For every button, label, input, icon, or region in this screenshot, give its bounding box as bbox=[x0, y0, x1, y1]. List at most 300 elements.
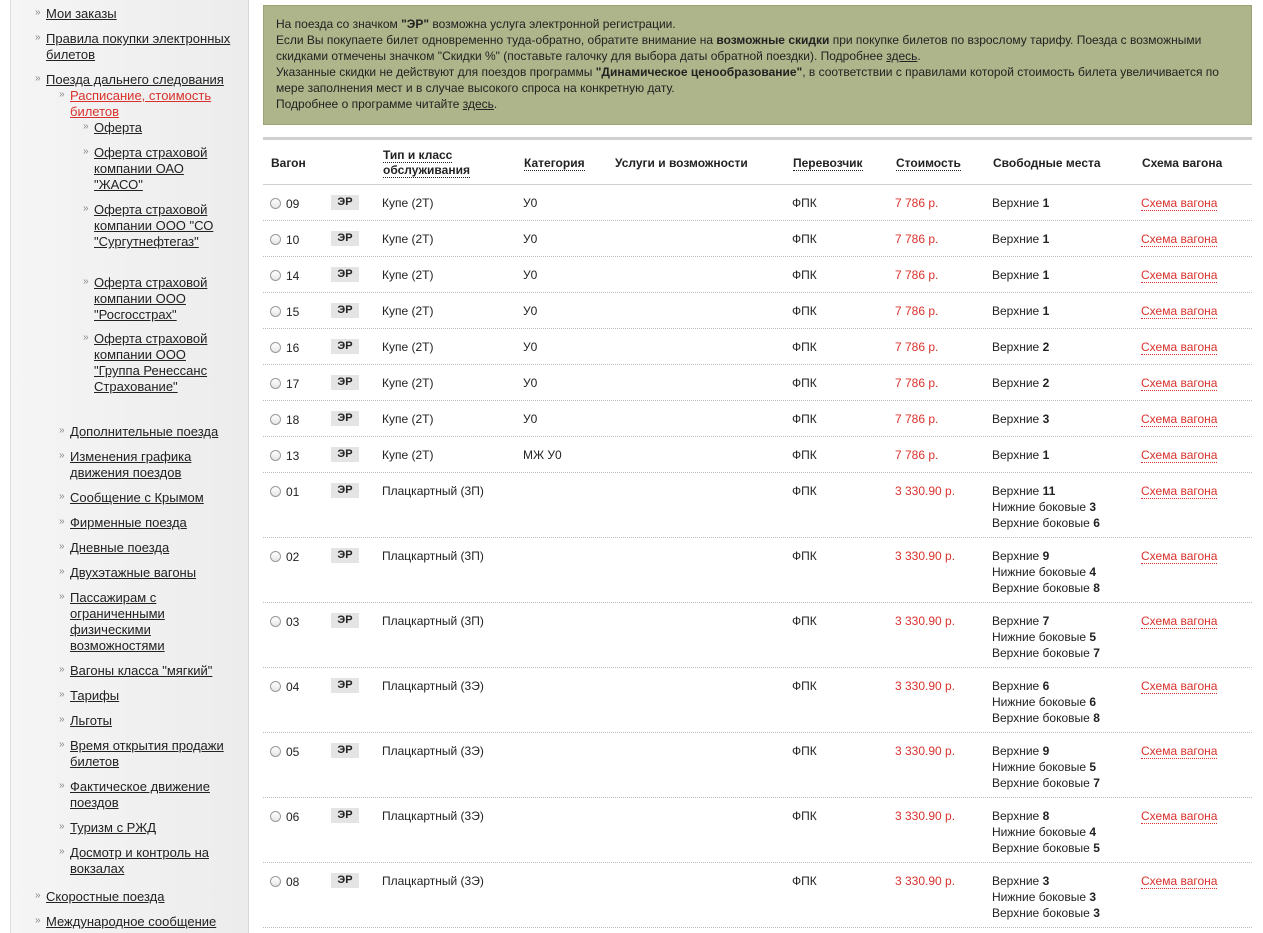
info-line-1 bbox=[276, 16, 1239, 32]
sidebar-item-link[interactable]: Дополнительные поезда bbox=[70, 424, 219, 439]
info-text: Подробнее о программе читайте bbox=[276, 97, 463, 111]
seat-type: Верхние bbox=[992, 268, 1040, 282]
sidebar-item-link[interactable]: Расписание, стоимость билетов bbox=[70, 88, 212, 119]
car-select-radio[interactable] bbox=[270, 746, 281, 757]
sidebar-item-link[interactable]: Тарифы bbox=[70, 688, 120, 703]
price: 7 786 р. bbox=[895, 268, 939, 282]
scheme-cell bbox=[1141, 678, 1217, 694]
seat-line bbox=[992, 580, 1100, 596]
seat-type: Верхние bbox=[992, 340, 1040, 354]
col-header-carrier[interactable] bbox=[793, 156, 863, 171]
seat-type: Верхние боковые bbox=[992, 906, 1090, 920]
sidebar-item-link[interactable]: Сообщение с Крымом bbox=[70, 490, 204, 505]
seat-count: 3 bbox=[1089, 500, 1097, 514]
er-badge: ЭР bbox=[331, 267, 359, 282]
car-scheme-link[interactable]: Схема вагона bbox=[1141, 412, 1218, 426]
table-row[interactable] bbox=[263, 401, 1252, 437]
scheme-cell bbox=[1141, 339, 1217, 355]
sidebar-item-link[interactable]: Оферта страховой компании ОАО "ЖАСО" bbox=[94, 145, 208, 192]
info-text-bold: "ЭР" bbox=[401, 17, 430, 31]
car-category: У0 bbox=[523, 412, 538, 426]
car-category: У0 bbox=[523, 304, 538, 318]
free-seats bbox=[992, 375, 1049, 391]
seat-type: Верхние боковые bbox=[992, 516, 1090, 530]
bullet-icon: » bbox=[59, 566, 65, 577]
sidebar-item-link[interactable]: Двухэтажные вагоны bbox=[70, 565, 197, 580]
bullet-icon: » bbox=[59, 425, 65, 436]
carrier: ФПК bbox=[792, 744, 817, 758]
col-header-scheme: Схема вагона bbox=[1142, 156, 1223, 170]
seat-line bbox=[992, 375, 1049, 391]
free-seats bbox=[992, 548, 1100, 596]
info-text: при покупке билетов по взрослому тарифу. Поезда с возможными скидками отмечены значком "Скидки %" (поставьте галочку для выбора даты обратной поездки). Подробнее bbox=[276, 33, 1202, 63]
seat-line bbox=[992, 564, 1100, 580]
car-type: Плацкартный (3П) bbox=[382, 484, 484, 498]
carrier: ФПК bbox=[792, 484, 817, 498]
seat-type: Верхние bbox=[992, 874, 1040, 888]
bullet-icon: » bbox=[35, 73, 41, 84]
sidebar-item-link[interactable]: Оферта страховой компании ООО "Росгосстрах" bbox=[94, 275, 208, 322]
seat-line bbox=[992, 694, 1100, 710]
er-badge: ЭР bbox=[331, 873, 359, 888]
sidebar-item[interactable] bbox=[59, 424, 240, 440]
sidebar-item-link[interactable]: Фирменные поезда bbox=[70, 515, 187, 530]
sidebar-item[interactable] bbox=[83, 145, 234, 193]
car-select-radio[interactable] bbox=[270, 198, 281, 209]
er-badge: ЭР bbox=[331, 808, 359, 823]
seat-count: 7 bbox=[1093, 646, 1100, 660]
er-badge: ЭР bbox=[331, 195, 359, 210]
carrier: ФПК bbox=[792, 874, 817, 888]
info-text: . bbox=[493, 97, 498, 111]
free-seats bbox=[992, 743, 1100, 791]
sidebar-nav bbox=[10, 0, 249, 933]
info-text-bold: возможные скидки bbox=[716, 33, 830, 47]
bullet-icon: » bbox=[35, 32, 41, 43]
col-header-services: Услуги и возможности bbox=[615, 156, 748, 170]
seat-type: Верхние bbox=[992, 679, 1040, 693]
bullet-icon: » bbox=[59, 846, 65, 857]
sidebar-item-link[interactable]: Оферта страховой компании ООО "Группа Ренессанс Страхование" bbox=[94, 331, 208, 394]
col-header-category[interactable] bbox=[524, 156, 585, 171]
er-badge: ЭР bbox=[331, 411, 359, 426]
sidebar-item[interactable] bbox=[83, 331, 234, 395]
seat-line bbox=[992, 645, 1100, 661]
bullet-icon: » bbox=[59, 591, 65, 602]
car-number: 14 bbox=[286, 269, 300, 283]
program-more-link[interactable]: здесь bbox=[462, 97, 494, 111]
car-category: У0 bbox=[523, 268, 538, 282]
free-seats bbox=[992, 613, 1100, 661]
seat-type: Верхние bbox=[992, 376, 1040, 390]
car-select-radio[interactable] bbox=[270, 306, 281, 317]
seat-line bbox=[992, 499, 1100, 515]
sidebar-item[interactable] bbox=[83, 202, 234, 250]
sidebar-item[interactable] bbox=[35, 31, 236, 63]
seat-line bbox=[992, 710, 1100, 726]
price: 7 786 р. bbox=[895, 340, 939, 354]
seat-line bbox=[992, 447, 1049, 463]
carrier: ФПК bbox=[792, 232, 817, 246]
bullet-icon: » bbox=[59, 664, 65, 675]
sidebar-item-link[interactable]: Изменения графика движения поездов bbox=[70, 449, 192, 480]
car-scheme-link[interactable]: Схема вагона bbox=[1141, 874, 1218, 888]
discounts-more-link[interactable]: здесь bbox=[886, 49, 918, 63]
seat-line bbox=[992, 267, 1049, 283]
car-number: 05 bbox=[286, 745, 300, 759]
seat-type: Верхние боковые bbox=[992, 841, 1090, 855]
sidebar-item[interactable] bbox=[59, 449, 240, 481]
seat-line bbox=[992, 824, 1100, 840]
price: 3 330.90 р. bbox=[895, 744, 956, 758]
seat-count: 1 bbox=[1042, 268, 1050, 282]
car-type: Купе (2Т) bbox=[382, 448, 434, 462]
seat-line bbox=[992, 759, 1100, 775]
seat-count: 3 bbox=[1042, 874, 1050, 888]
seat-line bbox=[992, 231, 1049, 247]
price: 7 786 р. bbox=[895, 376, 939, 390]
sidebar-item[interactable] bbox=[59, 663, 240, 679]
table-row[interactable] bbox=[263, 733, 1252, 798]
er-badge: ЭР bbox=[331, 231, 359, 246]
info-text: . bbox=[917, 49, 921, 63]
sidebar-item-link[interactable]: Скоростные поезда bbox=[46, 889, 165, 904]
seat-type: Верхние bbox=[992, 614, 1040, 628]
bullet-icon: » bbox=[59, 714, 65, 725]
sidebar-item[interactable] bbox=[59, 688, 240, 704]
bullet-icon: » bbox=[83, 146, 89, 157]
carrier: ФПК bbox=[792, 340, 817, 354]
car-select-radio[interactable] bbox=[270, 811, 281, 822]
car-select-radio[interactable] bbox=[270, 270, 281, 281]
er-badge: ЭР bbox=[331, 613, 359, 628]
sidebar-item-link[interactable]: Оферта bbox=[94, 120, 143, 135]
car-number: 09 bbox=[286, 197, 300, 211]
scheme-cell bbox=[1141, 195, 1217, 211]
car-select-radio[interactable] bbox=[270, 486, 281, 497]
table-row[interactable] bbox=[263, 365, 1252, 401]
carrier: ФПК bbox=[792, 304, 817, 318]
seat-line bbox=[992, 548, 1100, 564]
free-seats bbox=[992, 483, 1100, 531]
sidebar-item-link[interactable]: Мои заказы bbox=[46, 6, 117, 21]
er-badge: ЭР bbox=[331, 678, 359, 693]
seat-line bbox=[992, 613, 1100, 629]
sidebar-item[interactable] bbox=[59, 779, 240, 811]
table-row[interactable] bbox=[263, 603, 1252, 668]
bullet-icon: » bbox=[83, 276, 89, 287]
car-select-radio[interactable] bbox=[270, 551, 281, 562]
car-scheme-link[interactable]: Схема вагона bbox=[1141, 549, 1218, 563]
scheme-cell bbox=[1141, 808, 1217, 824]
seat-count: 5 bbox=[1093, 841, 1100, 855]
er-badge: ЭР bbox=[331, 375, 359, 390]
sidebar-item[interactable] bbox=[59, 590, 200, 654]
sidebar-item[interactable] bbox=[83, 275, 234, 323]
car-select-radio[interactable] bbox=[270, 414, 281, 425]
free-seats bbox=[992, 678, 1100, 726]
car-select-radio[interactable] bbox=[270, 876, 281, 887]
table-row[interactable] bbox=[263, 329, 1252, 365]
car-type: Плацкартный (3П) bbox=[382, 614, 484, 628]
price: 7 786 р. bbox=[895, 232, 939, 246]
seat-count: 6 bbox=[1093, 516, 1100, 530]
seat-type: Верхние bbox=[992, 744, 1040, 758]
sidebar-item-link[interactable]: Фактическое движение поездов bbox=[70, 779, 210, 810]
seat-type: Верхние боковые bbox=[992, 711, 1090, 725]
bullet-icon: » bbox=[59, 780, 65, 791]
price: 3 330.90 р. bbox=[895, 484, 956, 498]
car-scheme-link[interactable]: Схема вагона bbox=[1141, 376, 1218, 390]
bullet-icon: » bbox=[83, 332, 89, 343]
table-row[interactable] bbox=[263, 538, 1252, 603]
free-seats bbox=[992, 873, 1100, 921]
seat-count: 8 bbox=[1093, 581, 1100, 595]
sidebar-item[interactable] bbox=[35, 6, 236, 22]
seat-type: Верхние bbox=[992, 448, 1040, 462]
sidebar-item[interactable] bbox=[59, 845, 240, 877]
free-seats bbox=[992, 267, 1049, 283]
scheme-cell bbox=[1141, 411, 1217, 427]
car-scheme-link[interactable]: Схема вагона bbox=[1141, 304, 1218, 318]
table-row[interactable] bbox=[263, 293, 1252, 329]
carrier: ФПК bbox=[792, 376, 817, 390]
seat-count: 1 bbox=[1042, 196, 1050, 210]
bullet-icon: » bbox=[59, 516, 65, 527]
scheme-cell bbox=[1141, 231, 1217, 247]
car-number: 10 bbox=[286, 233, 300, 247]
car-select-radio[interactable] bbox=[270, 616, 281, 627]
car-type: Купе (2Т) bbox=[382, 232, 434, 246]
price: 3 330.90 р. bbox=[895, 679, 956, 693]
seat-type: Нижние боковые bbox=[992, 695, 1087, 709]
car-category: У0 bbox=[523, 232, 538, 246]
carrier: ФПК bbox=[792, 268, 817, 282]
table-row[interactable] bbox=[263, 437, 1252, 473]
seat-count: 1 bbox=[1042, 448, 1050, 462]
scheme-cell bbox=[1141, 267, 1217, 283]
bullet-icon: » bbox=[59, 541, 65, 552]
seat-type: Верхние боковые bbox=[992, 646, 1090, 660]
car-scheme-link[interactable]: Схема вагона bbox=[1141, 340, 1218, 354]
seat-count: 5 bbox=[1089, 760, 1097, 774]
seat-type: Нижние боковые bbox=[992, 630, 1087, 644]
scheme-cell bbox=[1141, 743, 1217, 759]
col-header-seats: Свободные места bbox=[993, 156, 1101, 170]
car-select-radio[interactable] bbox=[270, 234, 281, 245]
sidebar-item-link[interactable]: Вагоны класса "мягкий" bbox=[70, 663, 213, 678]
carrier: ФПК bbox=[792, 196, 817, 210]
col-header-type[interactable] bbox=[383, 148, 493, 178]
info-notice bbox=[263, 5, 1252, 125]
seat-type: Верхние bbox=[992, 484, 1040, 498]
car-scheme-link[interactable]: Схема вагона bbox=[1141, 614, 1218, 628]
car-type: Купе (2Т) bbox=[382, 304, 434, 318]
table-header bbox=[263, 140, 1252, 185]
table-row[interactable] bbox=[263, 221, 1252, 257]
sidebar-item-link[interactable]: Льготы bbox=[70, 713, 113, 728]
er-badge: ЭР bbox=[331, 548, 359, 563]
seat-line bbox=[992, 808, 1100, 824]
seat-count: 9 bbox=[1042, 549, 1050, 563]
col-header-price-label: Стоимость bbox=[896, 156, 961, 170]
seat-line bbox=[992, 873, 1100, 889]
car-type: Плацкартный (3Э) bbox=[382, 874, 484, 888]
price: 3 330.90 р. bbox=[895, 549, 956, 563]
car-number: 04 bbox=[286, 680, 300, 694]
car-scheme-link[interactable]: Схема вагона bbox=[1141, 809, 1218, 823]
bullet-icon: » bbox=[35, 890, 41, 901]
car-number: 13 bbox=[286, 449, 300, 463]
sidebar-item[interactable] bbox=[59, 515, 240, 531]
seat-type: Верхние bbox=[992, 809, 1040, 823]
bullet-icon: » bbox=[59, 89, 65, 100]
car-scheme-link[interactable]: Схема вагона bbox=[1141, 679, 1218, 693]
seat-count: 7 bbox=[1093, 776, 1100, 790]
car-category: У0 bbox=[523, 340, 538, 354]
carrier: ФПК bbox=[792, 549, 817, 563]
car-scheme-link[interactable]: Схема вагона bbox=[1141, 268, 1218, 282]
sidebar-item-link[interactable]: Досмотр и контроль на вокзалах bbox=[70, 845, 209, 876]
car-scheme-link[interactable]: Схема вагона bbox=[1141, 232, 1218, 246]
seat-count: 9 bbox=[1042, 744, 1050, 758]
bullet-icon: » bbox=[83, 121, 89, 132]
scheme-cell bbox=[1141, 613, 1217, 629]
er-badge: ЭР bbox=[331, 303, 359, 318]
sidebar-item-link[interactable]: Поезда дальнего следования bbox=[46, 72, 224, 87]
sidebar-item-link[interactable]: Правила покупки электронных билетов bbox=[46, 31, 231, 62]
car-type: Купе (2Т) bbox=[382, 196, 434, 210]
sidebar-item-link[interactable]: Туризм с РЖД bbox=[70, 820, 157, 835]
car-type: Плацкартный (3Э) bbox=[382, 679, 484, 693]
info-text: , в соответствии с правилами которой стоимость билета увеличивается по мере заполнения мест и в случае высокого спроса на конкретную дату. bbox=[276, 65, 1219, 95]
free-seats bbox=[992, 447, 1049, 463]
seat-type: Верхние bbox=[992, 232, 1040, 246]
sidebar-item[interactable] bbox=[59, 88, 230, 120]
er-badge: ЭР bbox=[331, 743, 359, 758]
seat-count: 2 bbox=[1042, 340, 1050, 354]
seat-type: Верхние боковые bbox=[992, 581, 1090, 595]
free-seats bbox=[992, 195, 1049, 211]
seat-type: Верхние bbox=[992, 549, 1040, 563]
car-category: МЖ У0 bbox=[523, 448, 562, 462]
carrier: ФПК bbox=[792, 448, 817, 462]
car-select-radio[interactable] bbox=[270, 450, 281, 461]
seat-type: Верхние боковые bbox=[992, 776, 1090, 790]
free-seats bbox=[992, 339, 1049, 355]
table-row[interactable] bbox=[263, 863, 1252, 928]
carrier: ФПК bbox=[792, 679, 817, 693]
info-line-2 bbox=[276, 32, 1239, 64]
car-number: 06 bbox=[286, 810, 300, 824]
sidebar-item[interactable] bbox=[59, 490, 240, 506]
table-row[interactable] bbox=[263, 185, 1252, 221]
sidebar-item-link[interactable]: Оферта страховой компании ООО "СО "Сургутнефтегаз" bbox=[94, 202, 214, 249]
price: 7 786 р. bbox=[895, 196, 939, 210]
table-row[interactable] bbox=[263, 668, 1252, 733]
table-row[interactable] bbox=[263, 473, 1252, 538]
scheme-cell bbox=[1141, 447, 1217, 463]
car-type: Купе (2Т) bbox=[382, 340, 434, 354]
seat-count: 3 bbox=[1093, 906, 1100, 920]
scheme-cell bbox=[1141, 303, 1217, 319]
col-header-carrier-label: Перевозчик bbox=[793, 156, 863, 170]
sidebar-item[interactable] bbox=[35, 889, 236, 905]
info-text: возможна услуга электронной регистрации. bbox=[429, 17, 676, 31]
seat-count: 8 bbox=[1093, 711, 1100, 725]
sidebar-item-link[interactable]: Время открытия продажи билетов bbox=[70, 738, 224, 769]
car-number: 01 bbox=[286, 485, 300, 499]
car-type: Купе (2Т) bbox=[382, 268, 434, 282]
seat-count: 2 bbox=[1042, 376, 1050, 390]
carrier: ФПК bbox=[792, 614, 817, 628]
car-number: 03 bbox=[286, 615, 300, 629]
sidebar-item-link[interactable]: Пассажирам с ограниченными физическими возможностями bbox=[70, 590, 165, 653]
price: 3 330.90 р. bbox=[895, 874, 956, 888]
car-select-radio[interactable] bbox=[270, 342, 281, 353]
car-scheme-link[interactable]: Схема вагона bbox=[1141, 448, 1218, 462]
free-seats bbox=[992, 411, 1049, 427]
seat-type: Нижние боковые bbox=[992, 565, 1087, 579]
sidebar-item[interactable] bbox=[83, 120, 234, 136]
table-row[interactable] bbox=[263, 257, 1252, 293]
seat-type: Нижние боковые bbox=[992, 500, 1087, 514]
sidebar-item[interactable] bbox=[59, 820, 240, 836]
bullet-icon: » bbox=[59, 450, 65, 461]
sidebar-item-link[interactable]: Дневные поезда bbox=[70, 540, 170, 555]
table-row[interactable] bbox=[263, 798, 1252, 863]
seat-count: 4 bbox=[1089, 565, 1097, 579]
sidebar-item-link[interactable]: Международное сообщение bbox=[46, 914, 217, 929]
seat-count: 3 bbox=[1089, 890, 1097, 904]
info-text: Указанные скидки не действуют для поездов программы bbox=[276, 65, 596, 79]
carrier: ФПК bbox=[792, 809, 817, 823]
car-category: У0 bbox=[523, 196, 538, 210]
carrier: ФПК bbox=[792, 412, 817, 426]
sidebar-item[interactable] bbox=[59, 713, 240, 729]
er-badge: ЭР bbox=[331, 339, 359, 354]
sidebar-item[interactable] bbox=[59, 738, 240, 770]
price: 7 786 р. bbox=[895, 304, 939, 318]
bullet-icon: » bbox=[35, 7, 41, 18]
price: 7 786 р. bbox=[895, 448, 939, 462]
car-scheme-link[interactable]: Схема вагона bbox=[1141, 744, 1218, 758]
seat-count: 1 bbox=[1042, 232, 1050, 246]
seat-line bbox=[992, 775, 1100, 791]
sidebar-item[interactable] bbox=[59, 540, 240, 556]
seat-line bbox=[992, 195, 1049, 211]
price: 3 330.90 р. bbox=[895, 809, 956, 823]
car-type: Купе (2Т) bbox=[382, 412, 434, 426]
seat-line bbox=[992, 629, 1100, 645]
car-select-radio[interactable] bbox=[270, 378, 281, 389]
col-header-price[interactable] bbox=[896, 156, 961, 171]
seat-type: Нижние боковые bbox=[992, 890, 1087, 904]
car-select-radio[interactable] bbox=[270, 681, 281, 692]
free-seats bbox=[992, 808, 1100, 856]
info-text: На поезда со значком bbox=[276, 17, 402, 31]
seat-count: 5 bbox=[1089, 630, 1097, 644]
car-category: У0 bbox=[523, 376, 538, 390]
car-number: 18 bbox=[286, 413, 300, 427]
seat-type: Верхние bbox=[992, 196, 1040, 210]
sidebar-item[interactable] bbox=[59, 565, 240, 581]
car-type: Плацкартный (3Э) bbox=[382, 744, 484, 758]
sidebar-item[interactable] bbox=[35, 72, 236, 88]
car-scheme-link[interactable]: Схема вагона bbox=[1141, 484, 1218, 498]
sidebar-item[interactable] bbox=[35, 914, 236, 930]
car-scheme-link[interactable]: Схема вагона bbox=[1141, 196, 1218, 210]
